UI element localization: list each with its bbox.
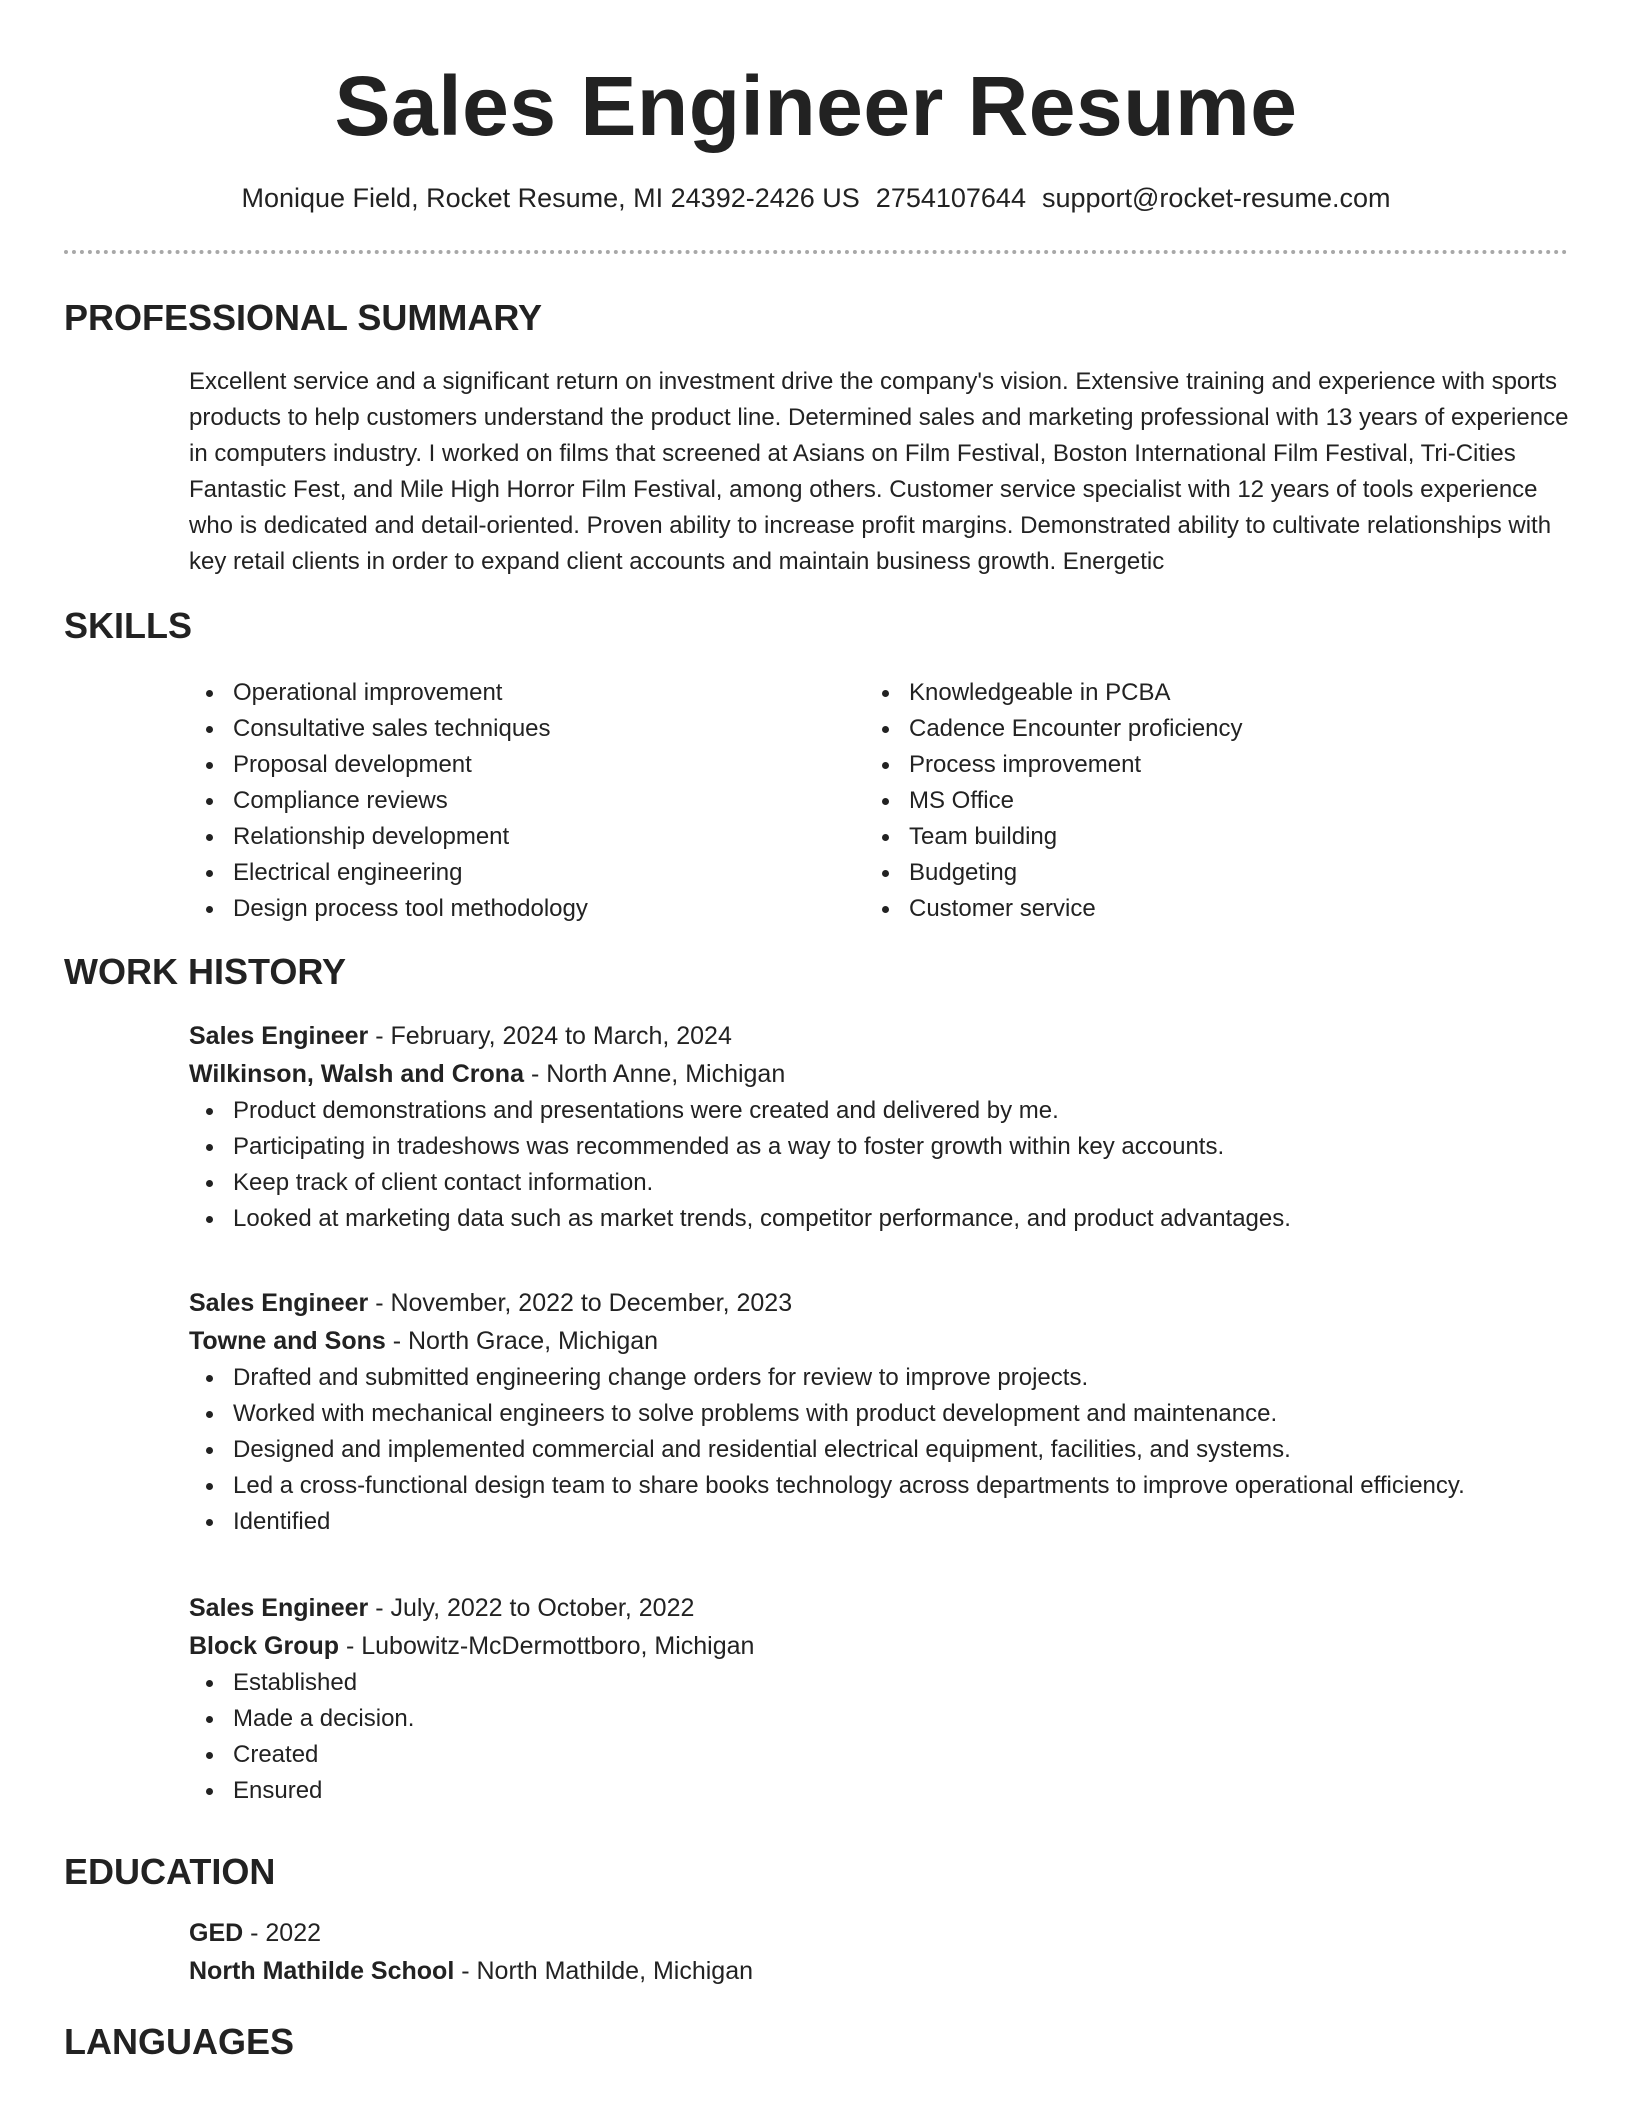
job-company: Wilkinson, Walsh and Crona [189, 1060, 524, 1088]
job-dates: - July, 2022 to October, 2022 [368, 1594, 695, 1622]
job-duty: Led a cross-functional design team to share books technology across departments to improve operational efficiency. [189, 1468, 1569, 1504]
job-title: Sales Engineer [189, 1022, 369, 1050]
job-location: - Lubowitz-McDermottboro, Michigan [339, 1632, 755, 1660]
skill-item: Operational improvement [189, 675, 588, 711]
education-heading: EDUCATION [64, 1851, 276, 1892]
skill-item: Customer service [865, 891, 1243, 927]
job-entry [189, 1017, 1569, 1237]
skill-item: Compliance reviews [189, 783, 588, 819]
skill-item: Cadence Encounter proficiency [865, 711, 1243, 747]
job-company-line [189, 1055, 1569, 1093]
skills-list-right [865, 675, 1243, 927]
job-duty: Made a decision. [189, 1701, 1569, 1737]
job-location: - North Anne, Michigan [524, 1060, 786, 1088]
job-title-line [189, 1589, 1569, 1627]
skill-item: Process improvement [865, 747, 1243, 783]
skill-item: Team building [865, 819, 1243, 855]
job-entry [189, 1589, 1569, 1809]
job-title-line [189, 1284, 1569, 1322]
job-duty: Worked with mechanical engineers to solve problems with product development and maintenance. [189, 1396, 1569, 1432]
skills-heading: SKILLS [64, 605, 193, 646]
job-company: Block Group [189, 1632, 340, 1660]
job-duties [145, 1665, 1569, 1809]
education-entry [189, 1914, 1569, 1990]
job-duty: Looked at marketing data such as market trends, competitor performance, and product advantages. [189, 1201, 1569, 1237]
resume-title: Sales Engineer Resume [334, 59, 1298, 153]
job-duty: Identified [189, 1504, 1569, 1540]
contact-email: support@rocket-resume.com [1041, 183, 1391, 213]
education-school: North Mathilde School [189, 1957, 455, 1985]
job-duty: Keep track of client contact information. [189, 1165, 1569, 1201]
education-degree-line [189, 1914, 1569, 1952]
job-duty: Participating in tradeshows was recommended as a way to foster growth within key accounts. [189, 1129, 1569, 1165]
skill-item: Knowledgeable in PCBA [865, 675, 1243, 711]
job-location: - North Grace, Michigan [385, 1327, 659, 1355]
job-company-line [189, 1627, 1569, 1665]
work-history-heading: WORK HISTORY [64, 951, 347, 992]
skill-item: Budgeting [865, 855, 1243, 891]
job-duty: Ensured [189, 1773, 1569, 1809]
skill-item: Relationship development [189, 819, 588, 855]
skill-item: MS Office [865, 783, 1243, 819]
summary-text: Excellent service and a significant return on investment drive the company's vision. Extensive training and experience with sports products to help customers understand the product line. Determined sales and marketing professional with 13 years of experience in computers industry. I worked on films that screened at Asians on Film Festival, Boston International Film Festival, Tri-Cities Fantastic Fest, and Mile High Horror Film Festival, among others. Customer service specialist with 12 years of tools experience who is dedicated and detail-oriented. Proven ability to increase profit margins. Demonstrated ability to cultivate relationships with key retail clients in order to expand client accounts and maintain business growth. Energetic [189, 368, 1569, 575]
skill-item: Proposal development [189, 747, 588, 783]
job-entry [189, 1284, 1569, 1540]
job-company-line [189, 1322, 1569, 1360]
job-dates: - February, 2024 to March, 2024 [368, 1022, 732, 1050]
education-school-line [189, 1952, 1569, 1990]
contact-address: Monique Field, Rocket Resume, MI 24392-2426 US [241, 183, 860, 213]
job-title: Sales Engineer [189, 1289, 369, 1317]
summary-heading: PROFESSIONAL SUMMARY [64, 297, 543, 338]
skill-item: Electrical engineering [189, 855, 588, 891]
job-dates: - November, 2022 to December, 2023 [368, 1289, 793, 1317]
job-duties [145, 1360, 1569, 1540]
header-divider [64, 250, 1568, 254]
languages-heading: LANGUAGES [64, 2021, 295, 2062]
education-year: - 2022 [243, 1919, 322, 1947]
job-duty: Established [189, 1665, 1569, 1701]
skills-list-left [189, 675, 588, 927]
job-title-line [189, 1017, 1569, 1055]
job-duty: Drafted and submitted engineering change orders for review to improve projects. [189, 1360, 1569, 1396]
skill-item: Consultative sales techniques [189, 711, 588, 747]
education-degree: GED [189, 1919, 244, 1947]
job-duty: Designed and implemented commercial and residential electrical equipment, facilities, and systems. [189, 1432, 1569, 1468]
job-duties [145, 1093, 1569, 1237]
job-company: Towne and Sons [189, 1327, 386, 1355]
skill-item: Design process tool methodology [189, 891, 588, 927]
job-title: Sales Engineer [189, 1594, 369, 1622]
contact-phone: 2754107644 [875, 183, 1026, 213]
job-duty: Product demonstrations and presentations were created and delivered by me. [189, 1093, 1569, 1129]
job-duty: Created [189, 1737, 1569, 1773]
contact-line [0, 180, 1632, 216]
education-location: - North Mathilde, Michigan [454, 1957, 754, 1985]
